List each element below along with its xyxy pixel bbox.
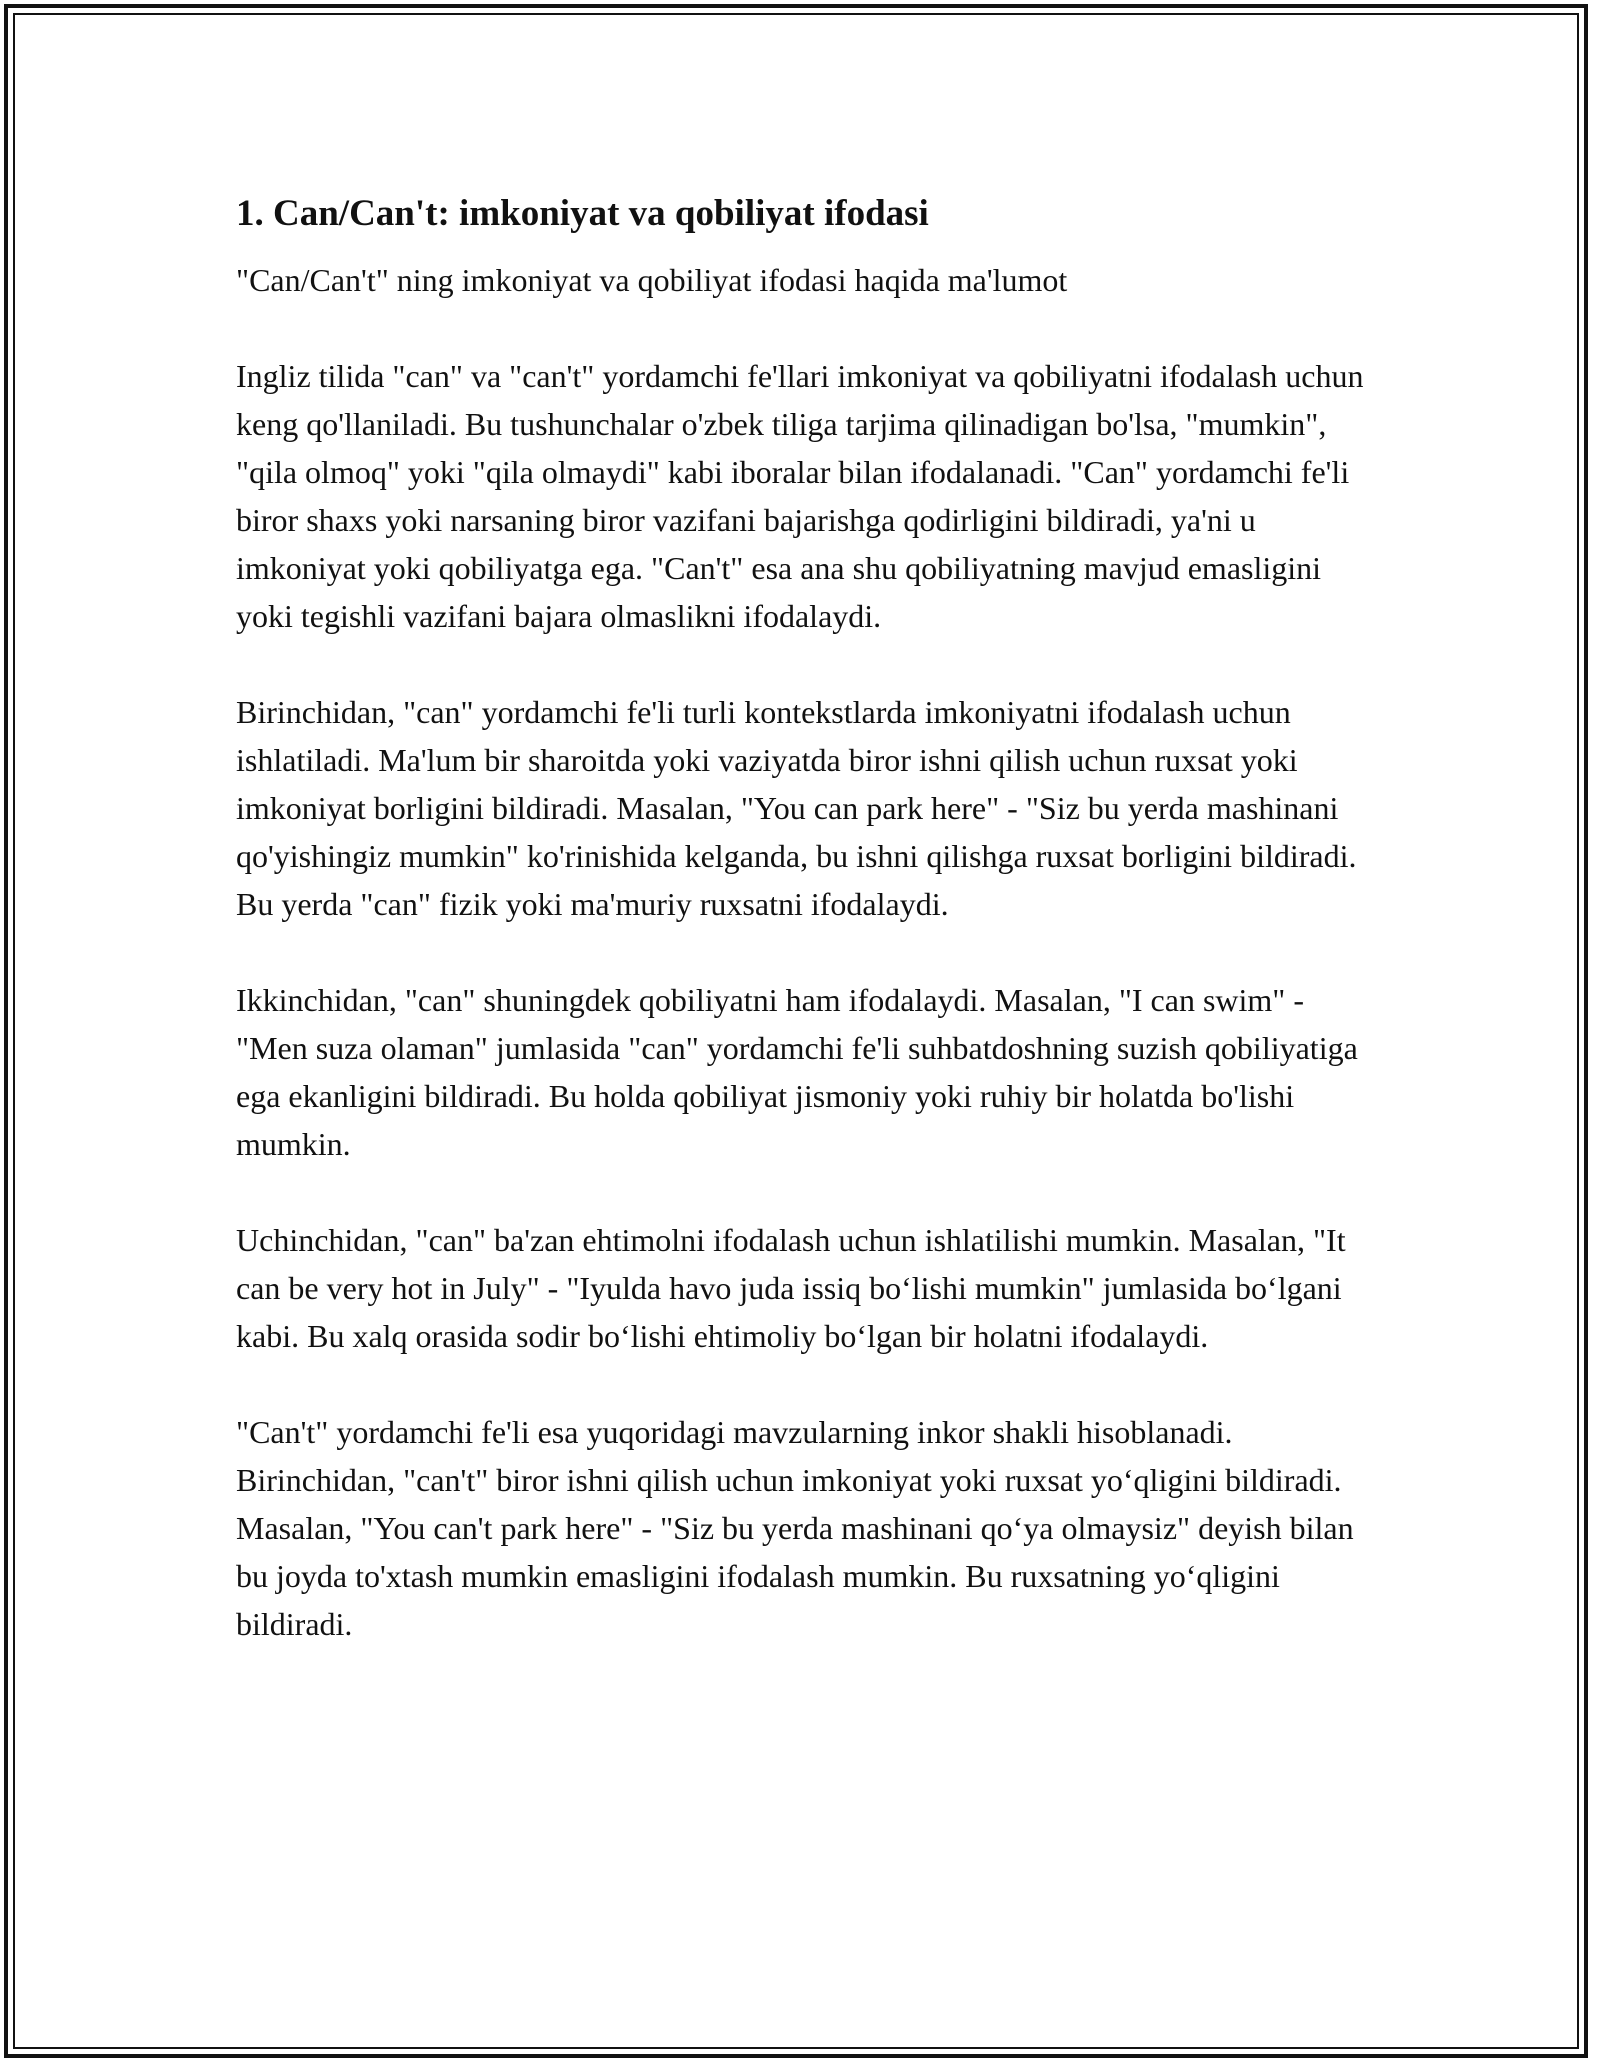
paragraph-intro: Ingliz tilida "can" va "can't" yordamchi fe'llari imkoniyat va qobiliyatni ifodalash uchun keng qo'llaniladi. Bu tushunchalar o'zbek tiliga tarjima qilinadigan bo'lsa, "mumkin", "qila olmoq" yoki "qila olmaydi" kabi iboralar bilan ifodalanadi. "Can" yordamchi fe'li biror shaxs yoki narsaning biror vazifani bajarishga qodirligini bildiradi, ya'ni u imkoniyat yoki qobiliyatga ega. "Can't" esa ana shu qobiliyatning mavjud emasligini yoki tegishli vazifani bajara olmaslikni ifodalaydi.	[236, 358, 1364, 634]
document-body	[236, 188, 1376, 1648]
document-subtitle: "Can/Can't" ning imkoniyat va qobiliyat ifodasi haqida ma'lumot	[236, 262, 1068, 298]
document-title: 1. Can/Can't: imkoniyat va qobiliyat ifodasi	[236, 193, 929, 234]
paragraph-second: Ikkinchidan, "can" shuningdek qobiliyatni ham ifodalaydi. Masalan, "I can swim" - "Men suza olaman" jumlasida "can" yordamchi fe'li suhbatdoshning suzish qobiliyatiga ega ekanligini bildiradi. Bu holda qobiliyat jismoniy yoki ruhiy bir holatda bo'lishi mumkin.	[236, 982, 1358, 1162]
paragraph-cant: "Can't" yordamchi fe'li esa yuqoridagi mavzularning inkor shakli hisoblanadi. Birinchidan, "can't" biror ishni qilish uchun imkoniyat yoki ruxsat yo‘qligini bildiradi. Masalan, "You can't park here" - "Siz bu yerda mashinani qo‘ya olmaysiz" deyish bilan bu joyda to'xtash mumkin emasligini ifodalash mumkin. Bu ruxsatning yo‘qligini bildiradi.	[236, 1414, 1354, 1642]
paragraph-third: Uchinchidan, "can" ba'zan ehtimolni ifodalash uchun ishlatilishi mumkin. Masalan, "It can be very hot in July" - "Iyulda havo juda issiq bo‘lishi mumkin" jumlasida bo‘lgani kabi. Bu xalq orasida sodir bo‘lishi ehtimoliy bo‘lgan bir holatni ifodalaydi.	[236, 1222, 1346, 1354]
paragraph-first: Birinchidan, "can" yordamchi fe'li turli kontekstlarda imkoniyatni ifodalash uchun ishlatiladi. Ma'lum bir sharoitda yoki vaziyatda biror ishni qilish uchun ruxsat yoki imkoniyat borligini bildiradi. Masalan, "You can park here" - "Siz bu yerda mashinani qo'yishingiz mumkin" ko'rinishida kelganda, bu ishni qilishga ruxsat borligini bildiradi. Bu yerda "can" fizik yoki ma'muriy ruxsatni ifodalaydi.	[236, 694, 1357, 922]
